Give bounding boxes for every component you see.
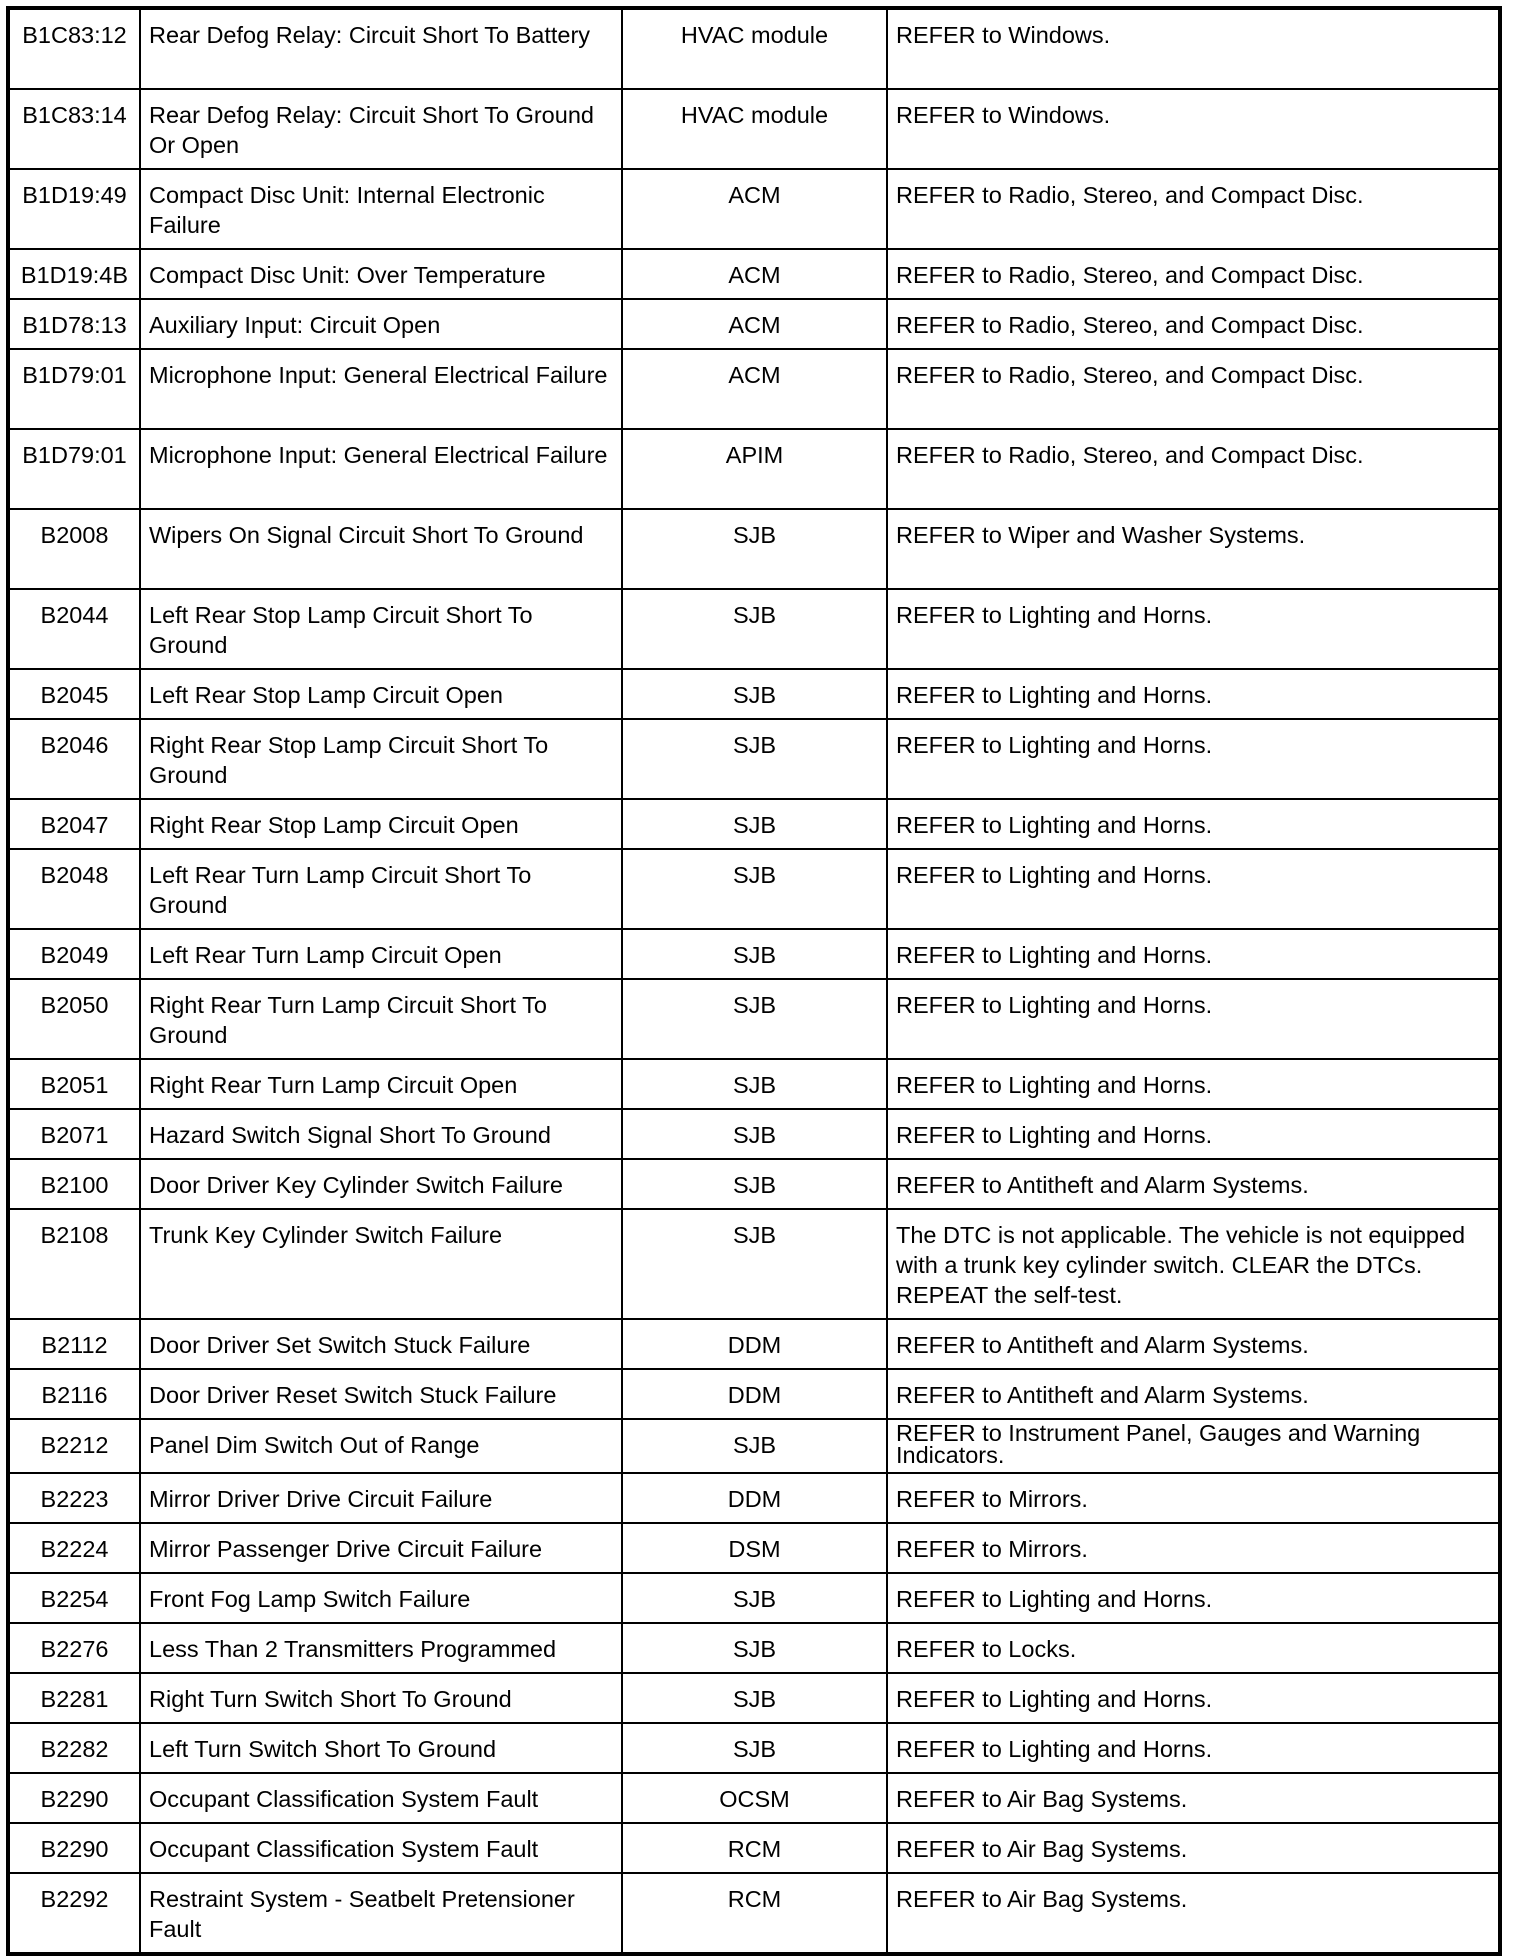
dtc-code: B1D19:49 [8,169,140,249]
dtc-code: B2290 [8,1823,140,1873]
dtc-description: Microphone Input: General Electrical Failure [140,429,622,509]
dtc-action: REFER to Radio, Stereo, and Compact Disc. [887,349,1500,429]
dtc-description: Mirror Passenger Drive Circuit Failure [140,1523,622,1573]
dtc-description: Occupant Classification System Fault [140,1773,622,1823]
dtc-action: REFER to Instrument Panel, Gauges and Warning Indicators. [887,1419,1500,1473]
table-row [8,1673,1500,1723]
dtc-description: Hazard Switch Signal Short To Ground [140,1109,622,1159]
dtc-module: SJB [622,979,887,1059]
dtc-action: REFER to Windows. [887,8,1500,89]
dtc-description: Door Driver Reset Switch Stuck Failure [140,1369,622,1419]
dtc-module: HVAC module [622,8,887,89]
dtc-action: REFER to Mirrors. [887,1523,1500,1573]
dtc-action: REFER to Lighting and Horns. [887,799,1500,849]
dtc-description: Occupant Classification System Fault [140,1823,622,1873]
dtc-description: Restraint System - Seatbelt Pretensioner Fault [140,1873,622,1954]
dtc-module: SJB [622,1109,887,1159]
dtc-code: B1C83:14 [8,89,140,169]
table-row [8,1523,1500,1573]
dtc-table-container [6,6,1502,1956]
dtc-action: REFER to Radio, Stereo, and Compact Disc. [887,429,1500,509]
dtc-table [6,6,1502,1956]
table-row [8,299,1500,349]
table-row [8,979,1500,1059]
table-row [8,8,1500,89]
dtc-module: SJB [622,1159,887,1209]
dtc-description: Right Rear Stop Lamp Circuit Open [140,799,622,849]
table-row [8,1773,1500,1823]
table-row [8,349,1500,429]
dtc-module: SJB [622,929,887,979]
table-row [8,1419,1500,1473]
dtc-module: ACM [622,249,887,299]
dtc-description: Door Driver Set Switch Stuck Failure [140,1319,622,1369]
table-row [8,249,1500,299]
dtc-action: REFER to Air Bag Systems. [887,1823,1500,1873]
dtc-description: Left Rear Stop Lamp Circuit Open [140,669,622,719]
dtc-module: ACM [622,349,887,429]
dtc-action: REFER to Lighting and Horns. [887,669,1500,719]
dtc-module: SJB [622,849,887,929]
dtc-description: Rear Defog Relay: Circuit Short To Battery [140,8,622,89]
table-row [8,1823,1500,1873]
dtc-action: REFER to Wiper and Washer Systems. [887,509,1500,589]
dtc-action: REFER to Radio, Stereo, and Compact Disc. [887,169,1500,249]
dtc-module: SJB [622,1059,887,1109]
dtc-module: RCM [622,1823,887,1873]
dtc-code: B2050 [8,979,140,1059]
dtc-description: Left Rear Turn Lamp Circuit Short To Ground [140,849,622,929]
dtc-code: B2112 [8,1319,140,1369]
dtc-code: B2276 [8,1623,140,1673]
dtc-action: REFER to Antitheft and Alarm Systems. [887,1369,1500,1419]
table-row [8,1369,1500,1419]
dtc-module: SJB [622,1573,887,1623]
dtc-action: REFER to Windows. [887,89,1500,169]
dtc-code: B2224 [8,1523,140,1573]
dtc-module: SJB [622,799,887,849]
dtc-action: REFER to Lighting and Horns. [887,979,1500,1059]
table-row [8,429,1500,509]
dtc-module: SJB [622,1209,887,1319]
dtc-code: B2051 [8,1059,140,1109]
dtc-description: Auxiliary Input: Circuit Open [140,299,622,349]
table-row [8,1623,1500,1673]
table-row [8,799,1500,849]
dtc-action: REFER to Lighting and Horns. [887,1059,1500,1109]
dtc-action: REFER to Lighting and Horns. [887,929,1500,979]
dtc-description: Compact Disc Unit: Internal Electronic Failure [140,169,622,249]
dtc-module: SJB [622,1419,887,1473]
dtc-module: SJB [622,509,887,589]
table-row [8,1159,1500,1209]
table-row [8,169,1500,249]
dtc-code: B2048 [8,849,140,929]
dtc-action: REFER to Lighting and Horns. [887,849,1500,929]
dtc-description: Left Turn Switch Short To Ground [140,1723,622,1773]
dtc-action: The DTC is not applicable. The vehicle is not equipped with a trunk key cylinder switch. CLEAR the DTCs. REPEAT the self-test. [887,1209,1500,1319]
dtc-module: SJB [622,589,887,669]
dtc-code: B1D78:13 [8,299,140,349]
table-row [8,589,1500,669]
dtc-description: Left Rear Stop Lamp Circuit Short To Ground [140,589,622,669]
dtc-code: B2212 [8,1419,140,1473]
dtc-description: Right Turn Switch Short To Ground [140,1673,622,1723]
dtc-action: REFER to Radio, Stereo, and Compact Disc. [887,299,1500,349]
dtc-code: B1D79:01 [8,429,140,509]
dtc-description: Microphone Input: General Electrical Failure [140,349,622,429]
dtc-module: SJB [622,719,887,799]
dtc-description: Door Driver Key Cylinder Switch Failure [140,1159,622,1209]
dtc-action: REFER to Lighting and Horns. [887,1109,1500,1159]
dtc-action: REFER to Lighting and Horns. [887,1723,1500,1773]
dtc-code: B1D19:4B [8,249,140,299]
dtc-module: ACM [622,169,887,249]
dtc-table-body [8,8,1500,1954]
dtc-module: SJB [622,1673,887,1723]
dtc-module: DDM [622,1473,887,1523]
dtc-description: Front Fog Lamp Switch Failure [140,1573,622,1623]
table-row [8,1319,1500,1369]
dtc-action: REFER to Radio, Stereo, and Compact Disc. [887,249,1500,299]
dtc-description: Right Rear Turn Lamp Circuit Short To Ground [140,979,622,1059]
dtc-code: B2008 [8,509,140,589]
dtc-module: DDM [622,1369,887,1419]
dtc-code: B2282 [8,1723,140,1773]
dtc-action: REFER to Lighting and Horns. [887,589,1500,669]
dtc-code: B1C83:12 [8,8,140,89]
dtc-description: Right Rear Turn Lamp Circuit Open [140,1059,622,1109]
dtc-code: B2254 [8,1573,140,1623]
dtc-code: B2044 [8,589,140,669]
dtc-module: APIM [622,429,887,509]
dtc-action: REFER to Lighting and Horns. [887,719,1500,799]
dtc-code: B2045 [8,669,140,719]
dtc-code: B1D79:01 [8,349,140,429]
dtc-description: Trunk Key Cylinder Switch Failure [140,1209,622,1319]
dtc-code: B2071 [8,1109,140,1159]
table-row [8,1723,1500,1773]
dtc-module: HVAC module [622,89,887,169]
table-row [8,1873,1500,1954]
table-row [8,509,1500,589]
table-row [8,1573,1500,1623]
dtc-action: REFER to Antitheft and Alarm Systems. [887,1159,1500,1209]
dtc-description: Left Rear Turn Lamp Circuit Open [140,929,622,979]
dtc-code: B2223 [8,1473,140,1523]
dtc-code: B2049 [8,929,140,979]
dtc-code: B2116 [8,1369,140,1419]
table-row [8,929,1500,979]
dtc-code: B2047 [8,799,140,849]
table-row [8,719,1500,799]
dtc-module: DSM [622,1523,887,1573]
dtc-code: B2292 [8,1873,140,1954]
dtc-description: Mirror Driver Drive Circuit Failure [140,1473,622,1523]
dtc-code: B2290 [8,1773,140,1823]
dtc-description: Wipers On Signal Circuit Short To Ground [140,509,622,589]
dtc-code: B2281 [8,1673,140,1723]
dtc-module: ACM [622,299,887,349]
table-row [8,669,1500,719]
dtc-action: REFER to Mirrors. [887,1473,1500,1523]
dtc-module: DDM [622,1319,887,1369]
dtc-code: B2046 [8,719,140,799]
dtc-code: B2100 [8,1159,140,1209]
dtc-action: REFER to Lighting and Horns. [887,1673,1500,1723]
dtc-module: RCM [622,1873,887,1954]
dtc-action: REFER to Lighting and Horns. [887,1573,1500,1623]
dtc-module: OCSM [622,1773,887,1823]
table-row [8,1473,1500,1523]
dtc-action: REFER to Air Bag Systems. [887,1773,1500,1823]
dtc-description: Panel Dim Switch Out of Range [140,1419,622,1473]
dtc-code: B2108 [8,1209,140,1319]
table-row [8,1209,1500,1319]
table-row [8,89,1500,169]
dtc-module: SJB [622,1723,887,1773]
dtc-action: REFER to Air Bag Systems. [887,1873,1500,1954]
table-row [8,1059,1500,1109]
dtc-module: SJB [622,669,887,719]
dtc-action: REFER to Antitheft and Alarm Systems. [887,1319,1500,1369]
table-row [8,849,1500,929]
dtc-description: Compact Disc Unit: Over Temperature [140,249,622,299]
dtc-description: Right Rear Stop Lamp Circuit Short To Ground [140,719,622,799]
dtc-action: REFER to Locks. [887,1623,1500,1673]
dtc-module: SJB [622,1623,887,1673]
dtc-description: Less Than 2 Transmitters Programmed [140,1623,622,1673]
dtc-description: Rear Defog Relay: Circuit Short To Ground Or Open [140,89,622,169]
table-row [8,1109,1500,1159]
